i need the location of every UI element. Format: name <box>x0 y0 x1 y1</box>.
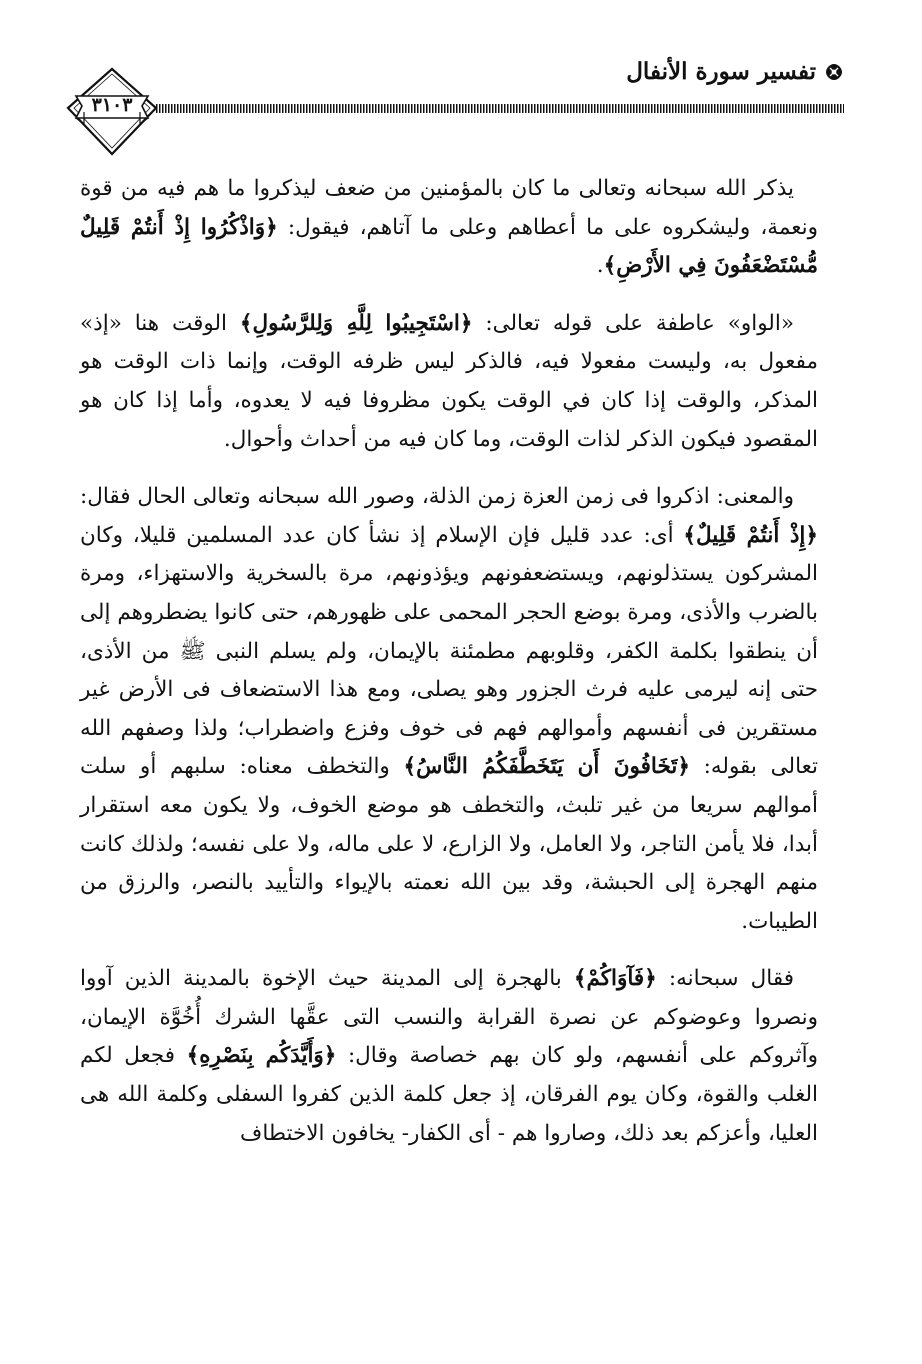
paragraph-text: أى: عدد قليل فإن الإسلام إذ نشأ كان عدد المسلمين قليلا، وكان المشركون يستذلونهم، ويستضعفونهم ويؤذونهم، مرة بالسخرية والاستهزاء، ومرة بالضرب والأذى، ومرة بوضع الحجر المحمى على ظهورهم، حتى كانوا يضطروهم إلى أن ينطقوا بكلمة الكفر، وقلوبهم مطمئنة بالإيمان، ولم يسلم النبى ﷺ من الأذى، حتى إنه ليرمى عليه فرث الجزور وهو يصلى، ومع هذا الاستضعاف فى الأرض غير مستقرين فى أنفسهم وأموالهم فهم فى خوف وفزع واضطراب؛ ولذا وصفهم الله تعالى بقوله: <box>80 522 818 780</box>
paragraph-text: فجعل لكم الغلب والقوة، وكان يوم الفرقان، إذ جعل كلمة الذين كفروا السفلى وكلمة الله هى العليا، وأعزكم بعد ذلك، وصاروا هم - أى الكفار- يخافون الاختطاف <box>80 1043 818 1146</box>
header-rule <box>156 104 844 113</box>
quran-verse: ﴿تَخَافُونَ أَن يَتَخَطَّفَكُمُ النَّاسُ﴾ <box>403 754 690 780</box>
paragraph <box>80 478 818 941</box>
paragraph-text: فقال سبحانه: <box>656 966 794 992</box>
page-number: ٣١٠٣ <box>91 94 133 116</box>
paragraph <box>80 960 818 1153</box>
paragraph-text: والمعنى: اذكروا فى زمن العزة زمن الذلة، وصور الله سبحانه وتعالى الحال فقال: <box>80 484 794 510</box>
paragraph <box>80 170 818 286</box>
quran-verse: ﴿وَاذْكُرُوا إِذْ أَنتُمْ قَلِيلٌ مُّسْتَضْعَفُونَ فِي الأَرْضِ﴾ <box>80 214 818 279</box>
quran-verse: ﴿وَأَيَّدَكُم بِنَصْرِهِ﴾ <box>186 1043 337 1069</box>
paragraph <box>80 305 818 459</box>
quran-verse: ﴿فَآوَاكُمْ﴾ <box>573 966 657 992</box>
paragraph-text: «الواو» عاطفة على قوله تعالى: <box>472 310 794 336</box>
header-title: تفسير سورة الأنفال <box>626 58 816 85</box>
paragraph-text: الوقت هنا «إذ» مفعول به، وليست مفعولا فيه، فالذكر ليس ظرفه الوقت، وإنما ذات الوقت هو المذكر، والوقت إذا كان في الوقت يكون مظروفا فيه لا يعدوه، وأما إذا كان هو المقصود فيكون الذكر لذات الوقت، وما كان فيه من أحداث وأحوال. <box>80 310 818 452</box>
paragraph-text: والتخطف معناه: سلبهم أو سلت أموالهم سريعا من غير تلبث، والتخطف هو موضع الخوف، ولا يكون معه استقرار أبدا، فلا يأمن التاجر، ولا العامل، ولا الزارع، لا على ماله، ولا على نفسه؛ ولذلك كانت منهم الهجرة إلى الحبشة، وقد بين الله نعمته بالإيواء والتأييد بالنصر، والرزق من الطيبات. <box>80 754 818 934</box>
page-body <box>80 170 818 1153</box>
running-header <box>626 58 844 85</box>
ornament-icon <box>824 62 844 82</box>
paragraph-text: يذكر الله سبحانه وتعالى ما كان بالمؤمنين من ضعف ليذكروا ما هم فيه من قوة ونعمة، وليشكروه على ما أعطاهم وعلى ما آتاهم، فيقول: <box>80 176 818 240</box>
paragraph-text: بالهجرة إلى المدينة حيث الإخوة بالمدينة الذين آووا ونصروا وعوضوكم عن نصرة القرابة والنسب التى عقَّها الشرك أُخُوَّة الإيمان، وآثروكم على أنفسهم، ولو كان بهم خصاصة وقال: <box>80 966 818 1069</box>
page-number-badge <box>64 66 160 162</box>
quran-verse: ﴿اسْتَجِيبُوا لِلَّهِ وَلِلرَّسُولِ﴾ <box>239 310 473 336</box>
paragraph-text: . <box>596 253 604 279</box>
quran-verse: ﴿إِذْ أَنتُمْ قَلِيلٌ﴾ <box>683 522 818 548</box>
